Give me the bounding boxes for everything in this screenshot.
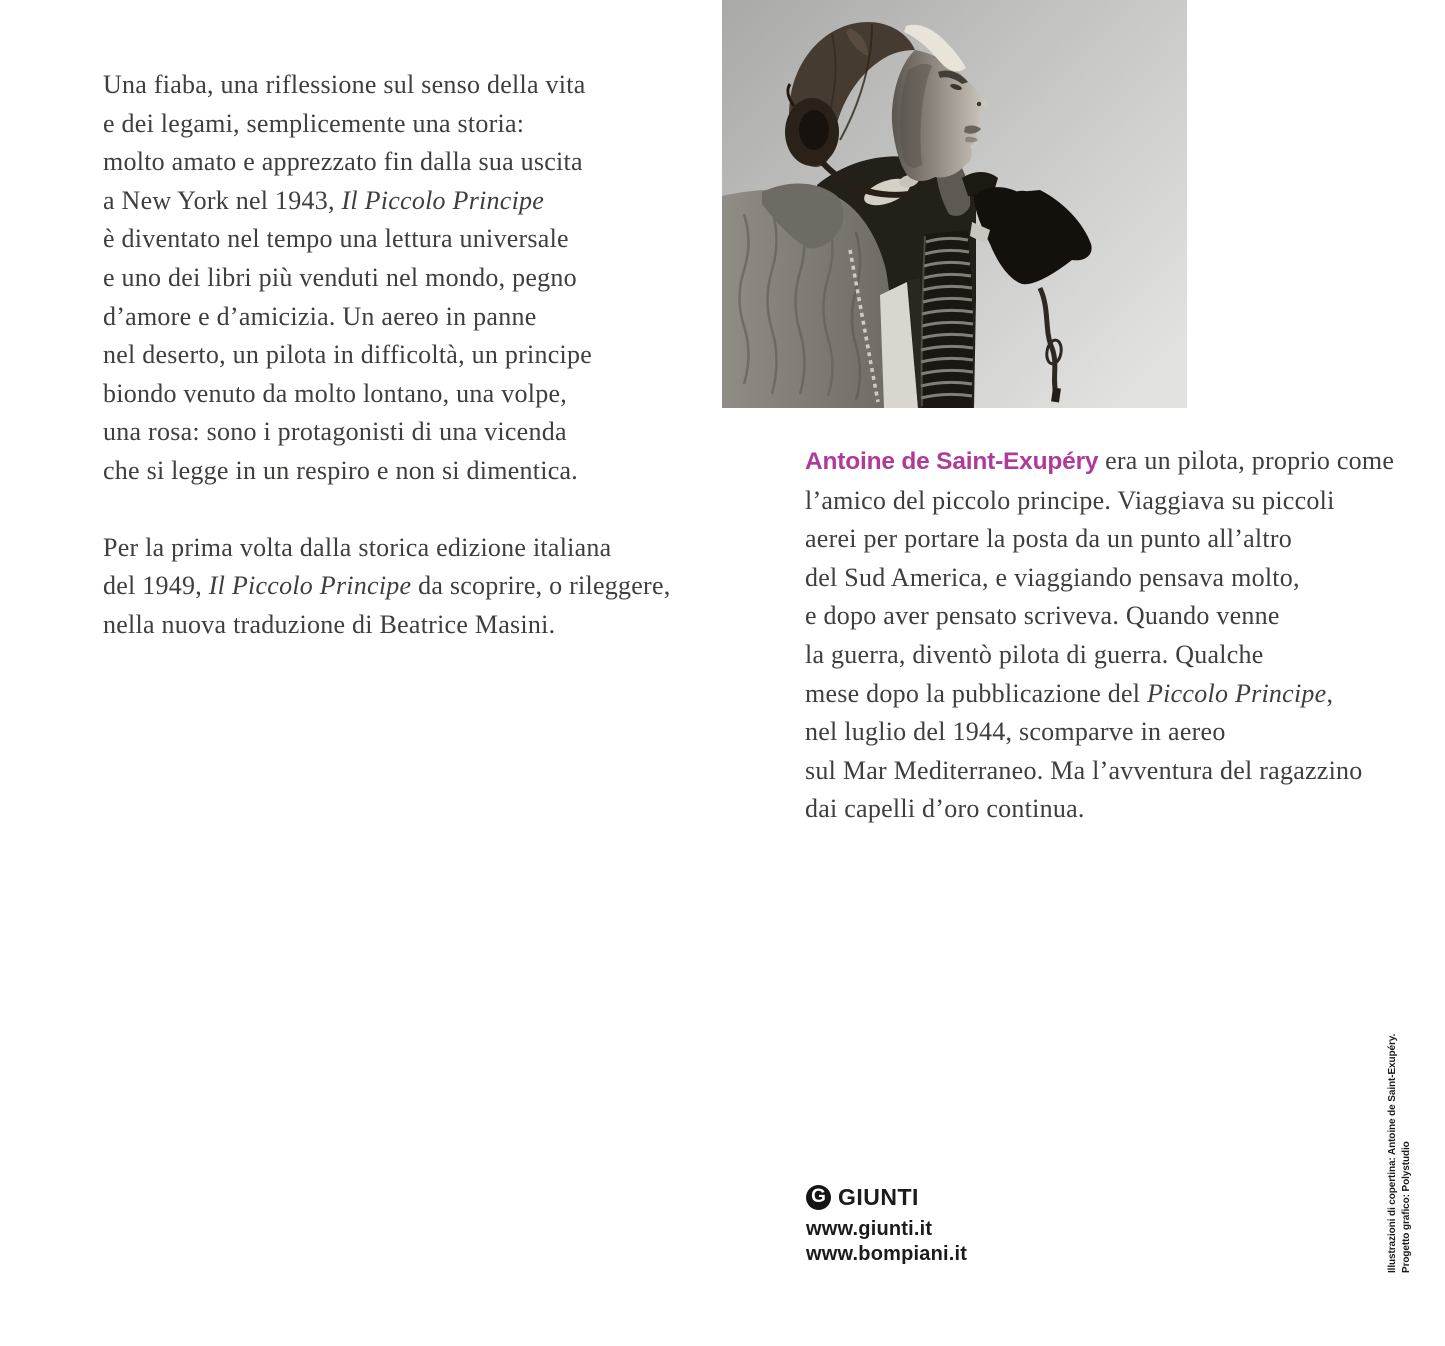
text-line [805,713,1394,752]
author-bio-text [805,442,1394,829]
text-run: d’amore e d’amicizia. Un aereo in panne [103,301,537,331]
text-run: e dopo aver pensato scriveva. Quando venne [805,601,1280,631]
bompiani-url: www.bompiani.it [806,1243,968,1265]
giunti-logo-icon [806,1185,831,1210]
text-run: Piccolo Principe [1147,678,1327,708]
text-line [103,66,671,105]
text-line [103,452,671,491]
text-run: biondo venuto da molto lontano, una volpe, [103,378,567,408]
text-line [103,375,671,414]
giunti-url: www.giunti.it [806,1218,933,1240]
giunti-logo-letter: G [811,1185,826,1207]
text-run: da scoprire, o rileggere, [411,571,671,601]
credits-vertical [1386,1034,1413,1273]
text-line [805,636,1394,675]
text-line [805,675,1394,714]
text-run: e dei legami, semplicemente una storia: [103,108,525,138]
text-line [103,606,671,645]
publisher-urls [806,1217,967,1267]
text-run: nel luglio del 1944, scomparve in aereo [805,717,1226,747]
text-line [805,442,1394,482]
text-run: la guerra, diventò pilota di guerra. Qualche [805,639,1264,669]
text-line [805,482,1394,521]
text-line [103,336,671,375]
text-run: una rosa: sono i protagonisti di una vicenda [103,417,567,447]
text-run: sul Mar Mediterraneo. Ma l’avventura del ragazzino [805,755,1363,785]
publisher-name: GIUNTI [838,1183,919,1210]
text-run: mese dopo la pubblicazione del [805,678,1148,708]
text-run: nel deserto, un pilota in difficoltà, un principe [103,340,593,370]
text-line [103,567,671,606]
author-photo-illustration [722,0,1187,408]
author-photo [722,0,1187,408]
text-line [805,790,1394,829]
text-line [103,220,671,259]
text-run: a New York nel 1943, [103,185,342,215]
text-line [805,559,1394,598]
text-run: del Sud America, e viaggiando pensava molto, [805,562,1300,592]
text-run: , [1326,678,1334,708]
text-run: è diventato nel tempo una lettura universale [103,224,569,254]
giunti-logo [806,1184,967,1210]
text-line [103,182,671,221]
text-run: nella nuova traduzione di Beatrice Masini. [103,609,556,639]
credit-line-illustrations: Illustrazioni di copertina: Antoine de Saint-Exupéry. [1387,1033,1398,1273]
text-run: dai capelli d’oro continua. [805,794,1085,824]
text-run: era un pilota, proprio come [1098,446,1395,475]
text-run: Il Piccolo Principe [341,185,545,215]
text-run: del 1949, [103,571,209,601]
paragraph-new-edition [103,529,671,645]
text-line [103,143,671,182]
text-run: molto amato e apprezzato fin dalla sua uscita [103,147,583,177]
text-line [103,413,671,452]
text-run: aerei per portare la posta da un punto all’altro [805,524,1293,554]
text-run: Il Piccolo Principe [208,571,412,601]
text-run: Antoine de Saint-Exupéry [805,448,1099,475]
text-run: Per la prima volta dalla storica edizione italiana [103,532,612,562]
credit-line-design: Progetto grafico: Polystudio [1400,1141,1412,1273]
text-line [103,298,671,337]
text-run: l’amico del piccolo principe. Viaggiava su piccoli [805,485,1335,515]
text-line [103,529,671,568]
text-run: Una fiaba, una riflessione sul senso della vita [103,70,586,99]
paragraph-synopsis [103,66,671,491]
text-line [103,259,671,298]
text-run: che si legge in un respiro e non si dimentica. [103,455,579,485]
text-line [805,597,1394,636]
text-line [805,520,1394,559]
left-flap-text [103,66,671,644]
text-line [103,105,671,144]
publisher-block [806,1184,967,1267]
text-run: e uno dei libri più venduti nel mondo, pegno [103,262,577,292]
text-line [805,752,1394,791]
